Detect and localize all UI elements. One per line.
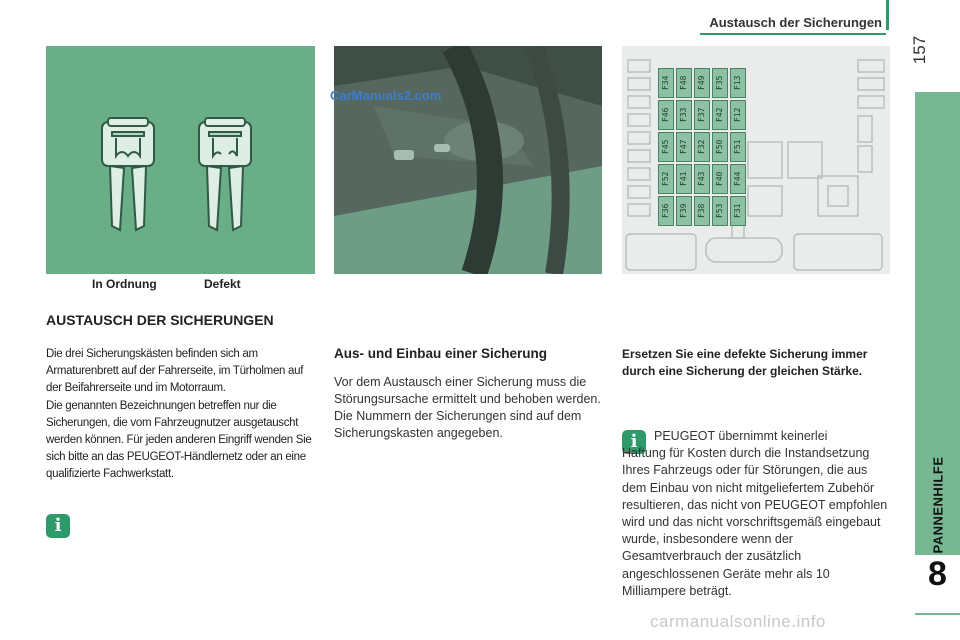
- fuse-designation-paragraph: Die genannten Bezeichnungen betreffen nur die Sicherungen, die vom Fahrzeugnutzer ausgetauscht werden können. Für jeden anderen Eingriff wenden Sie sich bitte an das PEUGEOT-Händlernetz oder an eine qualifizierte Fachwerkstatt.: [46, 400, 312, 480]
- fuse-label: F41: [676, 164, 692, 194]
- fuse-row-4: [658, 164, 748, 196]
- fuse-drawing: [46, 46, 315, 274]
- header-accent-bar: [886, 0, 889, 30]
- fuse-label: F37: [694, 100, 710, 130]
- fuse-label: F43: [694, 164, 710, 194]
- fuse-label: F38: [694, 196, 710, 226]
- fuse-label: F53: [712, 196, 728, 226]
- fuse-label: F50: [712, 132, 728, 162]
- fusebox-location-paragraph: Die drei Sicherungskästen befinden sich am Armaturenbrett auf der Fahrerseite, im Türholmen auf der Beifahrerseite und im Motorraum.: [46, 348, 304, 394]
- fuse-label: F46: [658, 100, 674, 130]
- fuse-label-grid: [658, 68, 748, 228]
- fuse-row-3: [658, 132, 748, 164]
- fuse-label: F32: [694, 132, 710, 162]
- fault-cause-paragraph: Vor dem Austausch einer Sicherung muss die Störungsursache ermittelt und behoben werden. Die Nummern der Sicherungen sind auf dem Sicherungskasten angegeben.: [334, 375, 601, 440]
- fuse-label: F49: [694, 68, 710, 98]
- chapter-label-text: PANNENHILFE: [930, 456, 945, 554]
- caption-defect: Defekt: [204, 277, 241, 291]
- page-header-title: Austausch der Sicherungen: [709, 15, 882, 30]
- liability-info-paragraph: [622, 428, 890, 600]
- section-title-removal-installation: Aus- und Einbau einer Sicherung: [334, 346, 548, 361]
- fuse-illustration: [46, 46, 315, 274]
- fuse-label: F13: [730, 68, 746, 98]
- fusebox-diagram: [622, 46, 890, 274]
- fuse-label: F52: [658, 164, 674, 194]
- fuse-defect-icon: [199, 118, 251, 230]
- fuse-label: F31: [730, 196, 746, 226]
- caption-ok: In Ordnung: [92, 277, 157, 291]
- chapter-label: [915, 455, 960, 555]
- replace-fuse-warning: Ersetzen Sie eine defekte Sicherung immer durch eine Sicherung der gleichen Stärke.: [622, 347, 868, 378]
- dashboard-photo: [334, 46, 602, 274]
- watermark-footer: carmanualsonline.info: [650, 612, 826, 631]
- fuse-label: F51: [730, 132, 746, 162]
- fuse-label: F40: [712, 164, 728, 194]
- header-underline: [700, 33, 886, 35]
- info-icon: i: [622, 430, 646, 454]
- fuse-label: F44: [730, 164, 746, 194]
- fuse-row-1: [658, 68, 748, 100]
- dashboard-drawing: [334, 46, 602, 274]
- fuse-row-2: [658, 100, 748, 132]
- fuse-row-5: [658, 196, 748, 228]
- liability-info-first-line: PEUGEOT übernimmt keinerlei: [654, 429, 828, 443]
- liability-info-body: Haftung für Kosten durch die Instandsetzung Ihres Fahrzeugs oder für Störungen, die aus dem Einbau von nicht mitgeliefertem Zubehör resultieren, das nicht von PEUGEOT empfohlen wird und das nicht vorschriftsgemäß eingebaut wurde, insbesondere wenn der Gesamtverbrauch der zusätzlich angeschlossenen Geräte mehr als 10 Milliampere beträgt.: [622, 446, 888, 598]
- fuse-label: F12: [730, 100, 746, 130]
- watermark-top: CarManuals2.com: [330, 88, 442, 103]
- fuse-label: F39: [676, 196, 692, 226]
- section-title-fuse-replacement: AUSTAUSCH DER SICHERUNGEN: [46, 312, 274, 328]
- fuse-label: F47: [676, 132, 692, 162]
- fuse-label: F35: [712, 68, 728, 98]
- fuse-label: F48: [676, 68, 692, 98]
- page-number: 157: [910, 35, 929, 65]
- fuse-ok-icon: [102, 118, 154, 230]
- chapter-number: 8: [928, 555, 947, 593]
- fuse-label: F34: [658, 68, 674, 98]
- fuse-label: F33: [676, 100, 692, 130]
- fuse-label: F42: [712, 100, 728, 130]
- fuse-label: F36: [658, 196, 674, 226]
- info-icon: i: [46, 514, 70, 538]
- fuse-label: F45: [658, 132, 674, 162]
